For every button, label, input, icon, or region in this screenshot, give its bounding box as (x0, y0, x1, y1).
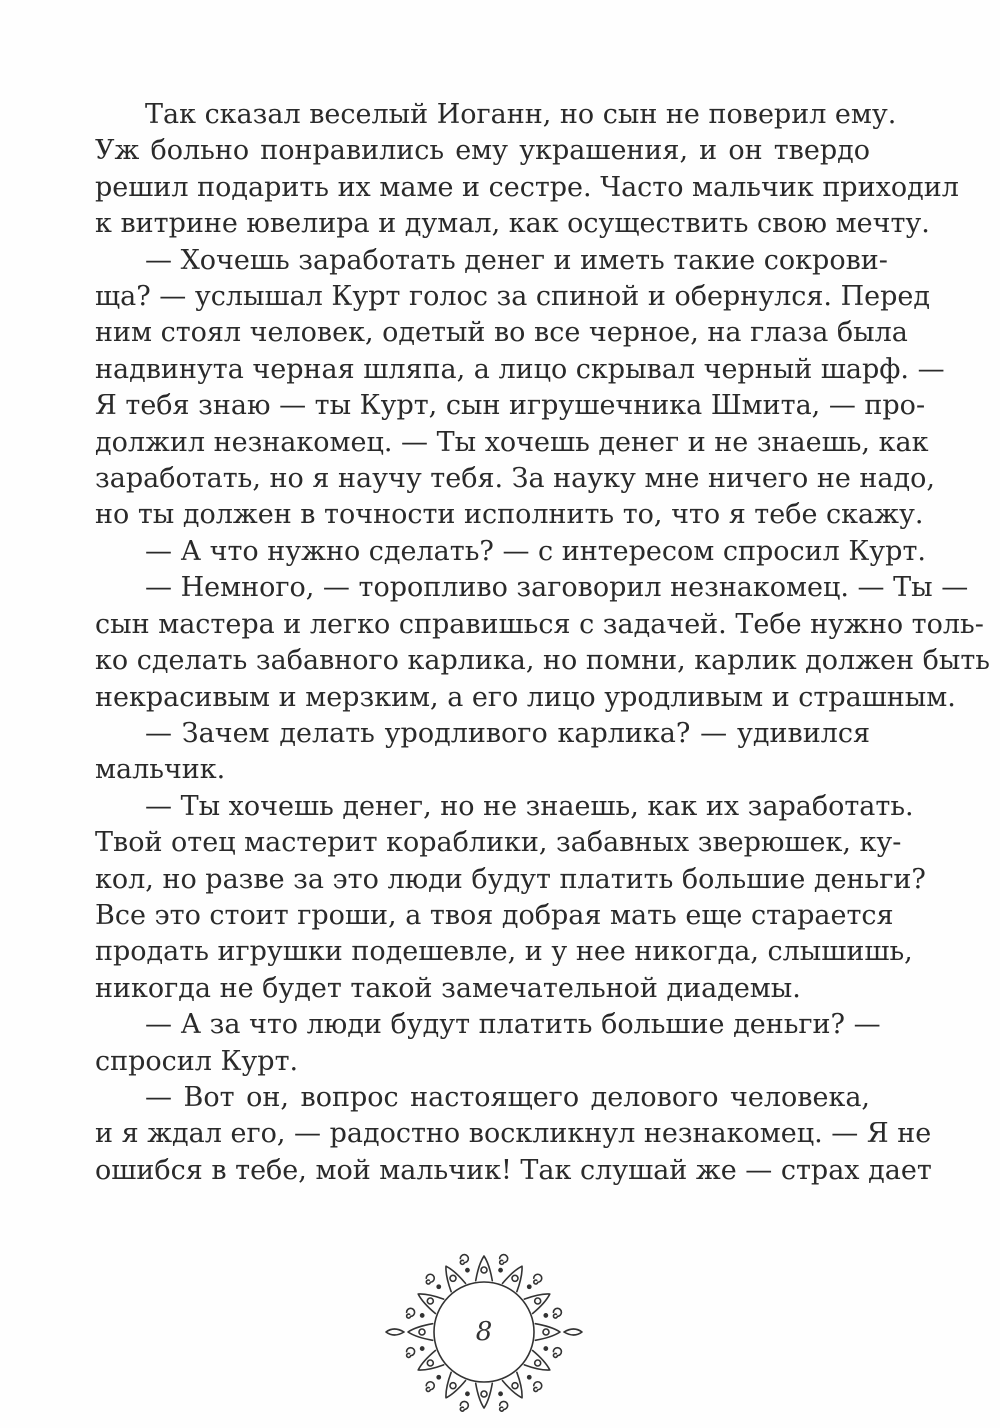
text-line: но ты должен в точности исполнить то, что я тебе скажу. (95, 499, 924, 531)
text-line: Так сказал веселый Иоганн, но сын не поверил ему. (145, 99, 897, 130)
text-line: продать игрушки подешевле, и у нее никогда, слышишь, (95, 936, 913, 968)
text-line: мальчик. (95, 754, 226, 786)
text-line: кол, но разве за это люди будут платить большие деньги? (95, 863, 926, 895)
text-line: ща? — услышал Курт голос за спиной и обернулся. Перед (95, 281, 930, 313)
text-line: — А что нужно сделать? — с интересом спросил Курт. (145, 535, 926, 567)
text-line: Твой отец мастерит кораблики, забавных зверюшек, ку- (95, 827, 902, 859)
text-line: спросил Курт. (95, 1045, 299, 1077)
text-line: ко сделать забавного карлика, но помни, карлик должен быть (95, 645, 990, 677)
text-line: — Зачем делать уродливого карлика? — удивился (145, 717, 870, 749)
text-line: к витрине ювелира и думал, как осуществить свою мечту. (95, 208, 930, 240)
text-line: заработать, но я научу тебя. За науку мне ничего не надо, (95, 463, 935, 495)
text-line: Все это стоит гроши, а твоя добрая мать еще старается (95, 899, 894, 931)
text-line: — Ты хочешь денег, но не знаешь, как их заработать. (145, 790, 914, 822)
text-line: должил незнакомец. — Ты хочешь денег и не знаешь, как (95, 426, 929, 458)
page-number: 8 (475, 1317, 493, 1347)
text-line: некрасивым и мерзким, а его лицо уродливым и страшным. (95, 681, 956, 713)
text-line: Я тебя знаю — ты Курт, сын игрушечника Шмита, — про- (95, 390, 926, 422)
text-line: ошибся в тебе, мой мальчик! Так слушай же — страх дает (95, 1154, 932, 1186)
text-line: надвинута черная шляпа, а лицо скрывал черный шарф. — (95, 353, 945, 385)
body-text (95, 97, 990, 1189)
text-line: — Немного, — торопливо заговорил незнакомец. — Ты — (145, 572, 969, 604)
text-line: — Хочешь заработать денег и иметь такие сокрови- (145, 244, 888, 276)
text-line: ним стоял человек, одетый во все черное, на глаза была (95, 317, 908, 349)
text-line: Уж больно понравились ему украшения, и он твердо (95, 135, 870, 167)
text-line: — Вот он, вопрос настоящего делового человека, (145, 1081, 870, 1113)
text-line: решил подарить их маме и сестре. Часто мальчик приходил (95, 171, 959, 203)
text-line: и я ждал его, — радостно воскликнул незнакомец. — Я не (95, 1118, 932, 1150)
text-line: — А за что люди будут платить большие деньги? — (145, 1009, 881, 1041)
text-line: никогда не будет такой замечательной диадемы. (95, 972, 801, 1004)
text-line: сын мастера и легко справишься с задачей. Тебе нужно толь- (95, 608, 984, 640)
